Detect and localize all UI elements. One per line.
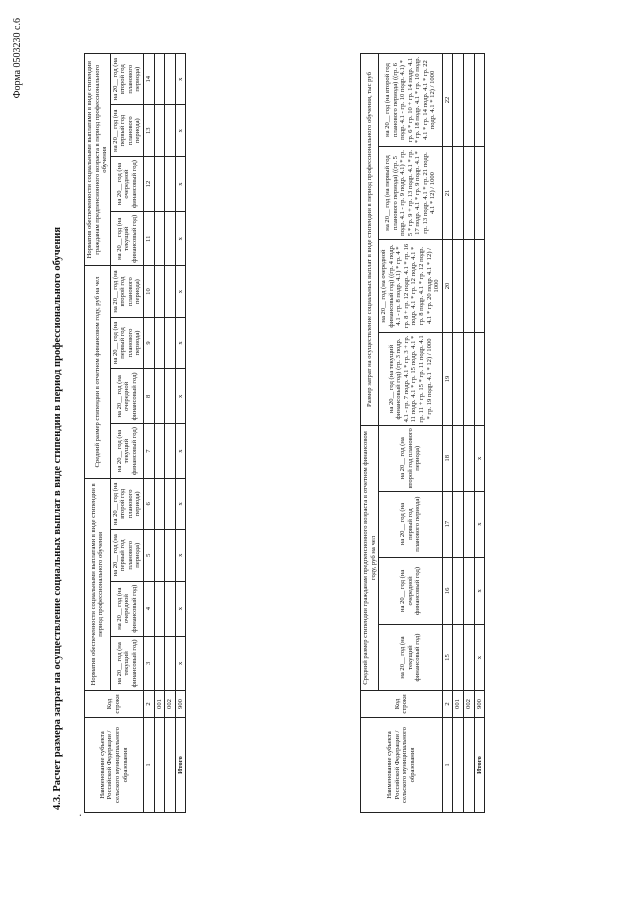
data-cell[interactable] — [154, 105, 165, 157]
table-row — [463, 54, 474, 813]
header-plan2: на 20__ год (на второй год планового периода) — [379, 426, 443, 492]
row-code: 002 — [463, 691, 474, 718]
data-cell[interactable] — [165, 424, 176, 478]
x-cell: x — [474, 625, 485, 691]
col-number: 13 — [144, 105, 155, 157]
data-cell[interactable] — [463, 426, 474, 492]
data-cell[interactable] — [453, 333, 464, 426]
header-group-costs: Размер затрат на осуществление социальных выплат в виде стипендии в период профессионального обучения, тыс руб — [361, 54, 379, 426]
total-label: Итого — [175, 718, 186, 813]
x-cell: x — [175, 424, 186, 478]
col-number: 14 — [144, 54, 155, 105]
x-cell: x — [175, 266, 186, 317]
data-cell[interactable] — [165, 581, 176, 636]
data-cell[interactable] — [453, 240, 464, 333]
data-cell[interactable] — [154, 636, 165, 690]
col-number: 1 — [144, 718, 155, 813]
formula-plan1: на 20__ год (на первый год планового периода) ((гр. 5 подр. 4.1 - гр. 9 подр. 4.1) * гр. 5 * гр. 9 + гр. 13 подр. 4.1 * гр. 17 подр. 4.1 * гр. 9 подр. 4.1 * гр. 13 подр. 4.1 * гр. 21 подр. 4.1 * 12) / 1000 — [379, 147, 443, 240]
data-cell[interactable] — [453, 491, 464, 557]
header-group-norm: Норматив обеспеченности социальными выплатами в виде стипендии в период профессионального обучения — [85, 478, 111, 690]
data-cell[interactable] — [154, 156, 165, 211]
page-mark: · — [75, 813, 87, 817]
col-number: 8 — [144, 369, 155, 424]
x-cell: x — [175, 105, 186, 157]
data-cell[interactable] — [474, 333, 485, 426]
header-next: на 20__ год (на очередной финансовый год) — [110, 581, 143, 636]
col-number: 12 — [144, 156, 155, 211]
header-group-avg-pre: Средний размер стипендии гражданам предпенсионного возраста в отчетном финансовом году, руб на чел — [361, 426, 379, 691]
cell-subject[interactable] — [463, 718, 474, 813]
data-cell[interactable] — [154, 317, 165, 369]
header-current: на 20__ год (на текущий финансовый год) — [379, 625, 443, 691]
header-plan1: на 20__ год (на первый год планового периода) — [110, 105, 143, 157]
table-row — [154, 54, 165, 813]
col-number: 1 — [442, 718, 453, 813]
header-plan2: на 20__ год (на второй год планового периода) — [110, 478, 143, 529]
data-cell[interactable] — [463, 54, 474, 147]
data-cell[interactable] — [165, 266, 176, 317]
table-header-row — [361, 54, 379, 813]
data-cell[interactable] — [463, 491, 474, 557]
total-row — [175, 54, 186, 813]
cell-subject[interactable] — [165, 718, 176, 813]
data-cell[interactable] — [154, 54, 165, 105]
data-cell[interactable] — [463, 147, 474, 240]
data-cell[interactable] — [474, 147, 485, 240]
data-cell[interactable] — [154, 581, 165, 636]
formula-next: на 20__ год (на очередной финансовый год) ((гр. 4 подр. 4.1 - гр. 8 подр. 4.1) * гр. 4 * гр. 8 + гр. 12 подр. 4.1 * гр. 16 подр. 4.1 * гр. 12 подр. 4.1 * гр. 8 подр. 4.1 * гр. 12 подр. 4.1 * гр. 20 подр. 4.1 * 12) / 1000 — [379, 240, 443, 333]
data-cell[interactable] — [453, 147, 464, 240]
col-number: 7 — [144, 424, 155, 478]
data-cell[interactable] — [154, 529, 165, 581]
table-header-row — [85, 54, 111, 813]
header-plan2: на 20__ год (на второй год планового периода) — [110, 266, 143, 317]
total-label: Итого — [474, 718, 485, 813]
header-next: на 20__ год (на очередной финансовый год) — [110, 156, 143, 211]
row-code: 001 — [453, 691, 464, 718]
header-subject: Наименование субъекта Российской Федерации / сельского муниципального образования — [85, 718, 144, 813]
cell-subject[interactable] — [154, 718, 165, 813]
data-cell[interactable] — [154, 478, 165, 529]
header-group-avg-size: Средний размер стипендии в отчетном финансовом году, руб на чел — [85, 266, 111, 478]
data-cell[interactable] — [165, 54, 176, 105]
formula-plan2: на 20__ год (на второй год планового периода) ((гр. 6 подр. 4.1 - гр. 10 подр. 4.1) * гр. 6 * гр. 10 + гр. 14 подр. 4.1 * гр. 18 подр. 4.1 * гр. 10 подр. 4.1 * гр. 14 подр. 4.1 * гр. 22 подр. 4.1 * 12) / 1000 — [379, 54, 443, 147]
data-cell[interactable] — [154, 424, 165, 478]
x-cell: x — [175, 156, 186, 211]
data-cell[interactable] — [165, 369, 176, 424]
data-cell[interactable] — [165, 636, 176, 690]
data-cell[interactable] — [463, 625, 474, 691]
column-number-row — [144, 54, 155, 813]
data-cell[interactable] — [154, 266, 165, 317]
row-code: 001 — [154, 691, 165, 718]
col-number: 2 — [442, 691, 453, 718]
x-cell: x — [175, 529, 186, 581]
data-cell[interactable] — [453, 54, 464, 147]
table-row — [453, 54, 464, 813]
data-cell[interactable] — [165, 317, 176, 369]
x-cell: x — [175, 636, 186, 690]
col-number: 5 — [144, 529, 155, 581]
total-row — [474, 54, 485, 813]
col-number: 17 — [442, 491, 453, 557]
section-title: 4.3. Расчет размера затрат на осуществление социальных выплат в виде стипендии в период профессионального обучения — [52, 226, 63, 810]
data-cell[interactable] — [154, 369, 165, 424]
header-subject: Наименование субъекта Российской Федерации / сельского муниципального образования — [361, 718, 443, 813]
data-cell[interactable] — [453, 625, 464, 691]
row-code: 002 — [165, 691, 176, 718]
col-number: 9 — [144, 317, 155, 369]
data-cell[interactable] — [165, 156, 176, 211]
header-next: на 20__ год (на очередной финансовый год) — [110, 369, 143, 424]
data-cell[interactable] — [453, 426, 464, 492]
header-next: на 20__ год (на очередной финансовый год) — [379, 557, 443, 624]
data-cell[interactable] — [154, 212, 165, 266]
table-norms-and-average-stipend — [84, 53, 186, 813]
x-cell: x — [175, 581, 186, 636]
formula-current: на 20__ год (на текущий финансовый год) (гр. 3 подр. 4.1 - гр. 7 подр. 4.1 * гр. 3 + гр. 11 подр. 4.1 * гр. 15 подр. 4.1 * гр. 11 + гр. 15 * гр. 11 подр. 4.1 * гр. 19 подр. 4.1 * 12) / 1000 — [379, 333, 443, 426]
data-cell[interactable] — [463, 240, 474, 333]
x-cell: x — [474, 491, 485, 557]
col-number: 2 — [144, 691, 155, 718]
data-cell[interactable] — [453, 557, 464, 624]
x-cell: x — [474, 557, 485, 624]
cell-subject[interactable] — [453, 718, 464, 813]
header-code: Код строки — [361, 691, 443, 718]
header-plan2: на 20__ год (на второй год планового периода) — [110, 54, 143, 105]
x-cell: x — [175, 212, 186, 266]
x-cell: x — [175, 317, 186, 369]
col-number: 20 — [442, 240, 453, 333]
data-cell[interactable] — [463, 557, 474, 624]
col-number: 18 — [442, 426, 453, 492]
table-costs-calculation — [360, 53, 485, 813]
col-number: 6 — [144, 478, 155, 529]
column-number-row — [442, 54, 453, 813]
col-number: 16 — [442, 557, 453, 624]
data-cell[interactable] — [474, 54, 485, 147]
header-current: на 20__ год (на текущий финансовый год) — [110, 424, 143, 478]
header-plan1: на 20__ год (на первый год планового периода) — [379, 491, 443, 557]
data-cell[interactable] — [165, 212, 176, 266]
col-number: 11 — [144, 212, 155, 266]
header-plan1: на 20__ год (на первый год планового периода) — [110, 317, 143, 369]
data-cell[interactable] — [474, 240, 485, 333]
col-number: 3 — [144, 636, 155, 690]
x-cell: x — [175, 478, 186, 529]
col-number: 21 — [442, 147, 453, 240]
data-cell[interactable] — [165, 105, 176, 157]
data-cell[interactable] — [165, 529, 176, 581]
table-row — [165, 54, 176, 813]
header-current: на 20__ год (на текущий финансовый год) — [110, 636, 143, 690]
header-group-norm-pre: Норматив обеспеченности социальными выплатами в виде стипендии гражданам предпенсионного возраста в период профессионального обучения — [85, 54, 111, 266]
data-cell[interactable] — [165, 478, 176, 529]
header-plan1: на 20__ год (на первый год планового периода) — [110, 529, 143, 581]
total-code: 900 — [474, 691, 485, 718]
x-cell: x — [175, 54, 186, 105]
x-cell: x — [474, 426, 485, 492]
col-number: 4 — [144, 581, 155, 636]
x-cell: x — [175, 369, 186, 424]
col-number: 22 — [442, 54, 453, 147]
header-code: Код строки — [85, 691, 144, 718]
form-code: Форма 0503230 с.6 — [12, 18, 23, 99]
header-current: на 20__ год (на текущий финансовый год) — [110, 212, 143, 266]
col-number: 19 — [442, 333, 453, 426]
col-number: 10 — [144, 266, 155, 317]
col-number: 15 — [442, 625, 453, 691]
data-cell[interactable] — [463, 333, 474, 426]
total-code: 900 — [175, 691, 186, 718]
